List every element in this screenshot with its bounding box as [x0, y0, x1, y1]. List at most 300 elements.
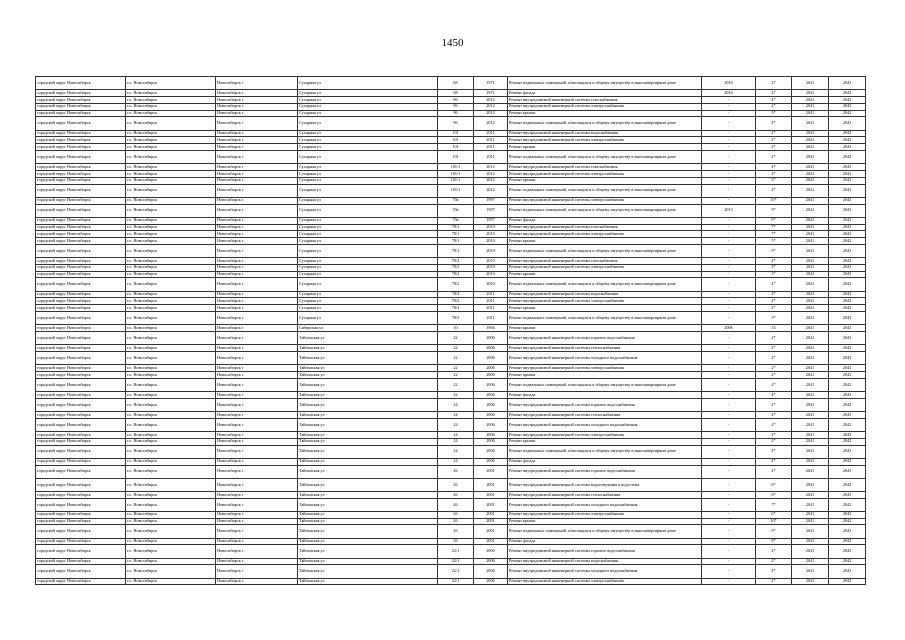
table-row [36, 431, 866, 438]
plan-end-cell: 2043 [829, 90, 866, 97]
work-type-cell: Ремонт подвальных помещений, относящихся к общему имуществу в многоквартирном доме [508, 278, 702, 291]
last-repair-year-cell: - [702, 352, 756, 365]
street-cell: Сухарная ул [298, 271, 438, 278]
city-cell: Новосибирск г [216, 538, 298, 545]
settlement-cell: г.о. Новосибирск [126, 365, 216, 372]
city-cell: Новосибирск г [216, 365, 298, 372]
build-year-cell: 2012 [474, 177, 508, 184]
plan-start-cell: 2041 [792, 345, 829, 352]
street-cell: Тайгинская ул [298, 438, 438, 445]
municipality-cell: городской округ Новосибирск [36, 144, 126, 151]
plan-end-cell: 2043 [829, 204, 866, 217]
city-cell: Новосибирск г [216, 305, 298, 312]
build-year-cell: 1997 [474, 217, 508, 224]
build-year-cell: 2006 [474, 365, 508, 372]
plan-start-cell: 2041 [792, 164, 829, 171]
city-cell: Новосибирск г [216, 378, 298, 391]
house-number-cell: 78/2 [438, 258, 474, 265]
street-cell: Тайгинская ул [298, 498, 438, 511]
municipality-cell: городской округ Новосибирск [36, 298, 126, 305]
municipality-cell: городской округ Новосибирск [36, 378, 126, 391]
plan-end-cell: 2043 [829, 177, 866, 184]
city-cell: Новосибирск г [216, 217, 298, 224]
table-row [36, 231, 866, 238]
city-cell: Новосибирск г [216, 332, 298, 345]
street-cell: Сибирская ул [298, 325, 438, 332]
plan-end-cell: 2043 [829, 164, 866, 171]
table-row [36, 264, 866, 271]
plan-end-cell: 2043 [829, 418, 866, 431]
build-year-cell: 2006 [474, 391, 508, 398]
build-year-cell: 2010 [474, 238, 508, 245]
plan-start-cell: 2041 [792, 411, 829, 418]
street-cell: Тайгинская ул [298, 431, 438, 438]
plan-start-cell: 2041 [792, 458, 829, 465]
settlement-cell: г.о. Новосибирск [126, 525, 216, 538]
wear-cell: 6* [756, 478, 792, 491]
plan-start-cell: 2041 [792, 278, 829, 291]
municipality-cell: городской округ Новосибирск [36, 558, 126, 565]
wear-cell: 4* [756, 96, 792, 103]
street-cell: Сухарная ул [298, 258, 438, 265]
table-row [36, 117, 866, 130]
last-repair-year-cell: - [702, 117, 756, 130]
settlement-cell: г.о. Новосибирск [126, 291, 216, 298]
table-row [36, 278, 866, 291]
settlement-cell: г.о. Новосибирск [126, 558, 216, 565]
last-repair-year-cell: - [702, 565, 756, 578]
plan-start-cell: 2041 [792, 525, 829, 538]
table-row [36, 177, 866, 184]
wear-cell: 5* [756, 238, 792, 245]
city-cell: Новосибирск г [216, 110, 298, 117]
settlement-cell: г.о. Новосибирск [126, 204, 216, 217]
work-type-cell: Ремонт крыши [508, 305, 702, 312]
settlement-cell: г.о. Новосибирск [126, 90, 216, 97]
last-repair-year-cell: - [702, 525, 756, 538]
wear-cell: 7* [756, 498, 792, 511]
municipality-cell: городской округ Новосибирск [36, 137, 126, 144]
last-repair-year-cell: - [702, 264, 756, 271]
settlement-cell: г.о. Новосибирск [126, 117, 216, 130]
table-row [36, 352, 866, 365]
build-year-cell: 2011 [474, 305, 508, 312]
plan-end-cell: 2043 [829, 465, 866, 478]
build-year-cell: 1971 [474, 90, 508, 97]
wear-cell: 3* [756, 271, 792, 278]
work-type-cell: Ремонт внутридомовой инженерной системы электроснабжения [508, 197, 702, 204]
plan-start-cell: 2041 [792, 144, 829, 151]
city-cell: Новосибирск г [216, 558, 298, 565]
wear-cell: 2* [756, 264, 792, 271]
build-year-cell: 2012 [474, 96, 508, 103]
city-cell: Новосибирск г [216, 325, 298, 332]
plan-end-cell: 2043 [829, 332, 866, 345]
house-number-cell: 78/3 [438, 298, 474, 305]
settlement-cell: г.о. Новосибирск [126, 398, 216, 411]
plan-end-cell: 2043 [829, 478, 866, 491]
city-cell: Новосибирск г [216, 77, 298, 90]
work-type-cell: Ремонт внутридомовой инженерной системы горячего водоснабжения [508, 465, 702, 478]
municipality-cell: городской округ Новосибирск [36, 130, 126, 137]
table-row [36, 491, 866, 498]
work-type-cell: Ремонт подвальных помещений, относящихся к общему имуществу в многоквартирном доме [508, 117, 702, 130]
build-year-cell: 2010 [474, 264, 508, 271]
build-year-cell: 2012 [474, 117, 508, 130]
table-row [36, 365, 866, 372]
table-row [36, 305, 866, 312]
last-repair-year-cell: - [702, 332, 756, 345]
city-cell: Новосибирск г [216, 352, 298, 365]
city-cell: Новосибирск г [216, 258, 298, 265]
settlement-cell: г.о. Новосибирск [126, 312, 216, 325]
house-number-cell: 78/1 [438, 224, 474, 231]
table-row [36, 445, 866, 458]
city-cell: Новосибирск г [216, 458, 298, 465]
house-number-cell: 26 [438, 491, 474, 498]
house-number-cell: 22 [438, 352, 474, 365]
plan-start-cell: 2041 [792, 96, 829, 103]
last-repair-year-cell: 2016 [702, 90, 756, 97]
city-cell: Новосибирск г [216, 498, 298, 511]
plan-start-cell: 2041 [792, 103, 829, 110]
street-cell: Тайгинская ул [298, 511, 438, 518]
table-row [36, 150, 866, 163]
wear-cell: 2* [756, 298, 792, 305]
work-type-cell: Ремонт внутридомовой инженерной системы водоотведения и водостока [508, 478, 702, 491]
wear-cell: 10* [756, 518, 792, 525]
municipality-cell: городской округ Новосибирск [36, 525, 126, 538]
municipality-cell: городской округ Новосибирск [36, 511, 126, 518]
build-year-cell: 2012 [474, 170, 508, 177]
municipality-cell: городской округ Новосибирск [36, 150, 126, 163]
municipality-cell: городской округ Новосибирск [36, 271, 126, 278]
last-repair-year-cell: - [702, 418, 756, 431]
municipality-cell: городской округ Новосибирск [36, 177, 126, 184]
build-year-cell: 2011 [474, 291, 508, 298]
street-cell: Сухарная ул [298, 312, 438, 325]
settlement-cell: г.о. Новосибирск [126, 110, 216, 117]
municipality-cell: городской округ Новосибирск [36, 478, 126, 491]
table-row [36, 538, 866, 545]
work-type-cell: Ремонт внутридомовой инженерной системы холодного водоснабжения [508, 565, 702, 578]
table-row [36, 137, 866, 144]
municipality-cell: городской округ Новосибирск [36, 325, 126, 332]
wear-cell: 4* [756, 164, 792, 171]
build-year-cell: 2010 [474, 244, 508, 257]
work-type-cell: Ремонт внутридомовой инженерной системы горячего водоснабжения [508, 545, 702, 558]
table-row [36, 345, 866, 352]
wear-cell: 27 [756, 77, 792, 90]
city-cell: Новосибирск г [216, 137, 298, 144]
work-type-cell: Ремонт внутридомовой инженерной системы теплоснабжения [508, 491, 702, 498]
table-row [36, 96, 866, 103]
municipality-cell: городской округ Новосибирск [36, 77, 126, 90]
street-cell: Сухарная ул [298, 137, 438, 144]
municipality-cell: городской округ Новосибирск [36, 224, 126, 231]
last-repair-year-cell: - [702, 465, 756, 478]
plan-end-cell: 2043 [829, 137, 866, 144]
house-number-cell: 26 [438, 511, 474, 518]
house-number-cell: 10 [438, 325, 474, 332]
street-cell: Сухарная ул [298, 96, 438, 103]
street-cell: Сухарная ул [298, 103, 438, 110]
table-body [36, 77, 866, 585]
city-cell: Новосибирск г [216, 398, 298, 411]
plan-end-cell: 2043 [829, 278, 866, 291]
municipality-cell: городской округ Новосибирск [36, 345, 126, 352]
plan-start-cell: 2041 [792, 90, 829, 97]
settlement-cell: г.о. Новосибирск [126, 258, 216, 265]
plan-start-cell: 2041 [792, 538, 829, 545]
street-cell: Тайгинская ул [298, 518, 438, 525]
plan-start-cell: 2041 [792, 264, 829, 271]
street-cell: Тайгинская ул [298, 525, 438, 538]
plan-end-cell: 2043 [829, 184, 866, 197]
settlement-cell: г.о. Новосибирск [126, 352, 216, 365]
work-type-cell: Ремонт внутридомовой инженерной системы теплоснабжения [508, 411, 702, 418]
work-type-cell: Ремонт подвальных помещений, относящихся к общему имуществу в многоквартирном доме [508, 445, 702, 458]
work-type-cell: Ремонт крыши [508, 177, 702, 184]
street-cell: Тайгинская ул [298, 445, 438, 458]
municipality-cell: городской округ Новосибирск [36, 164, 126, 171]
street-cell: Тайгинская ул [298, 391, 438, 398]
street-cell: Сухарная ул [298, 238, 438, 245]
build-year-cell: 2006 [474, 352, 508, 365]
wear-cell: 2* [756, 103, 792, 110]
plan-end-cell: 2043 [829, 445, 866, 458]
plan-end-cell: 2043 [829, 398, 866, 411]
house-number-cell: 24 [438, 445, 474, 458]
house-number-cell: 22/1 [438, 578, 474, 585]
street-cell: Сухарная ул [298, 110, 438, 117]
wear-cell: 2* [756, 117, 792, 130]
table-row [36, 291, 866, 298]
plan-start-cell: 2041 [792, 398, 829, 411]
house-number-cell: 24 [438, 431, 474, 438]
street-cell: Тайгинская ул [298, 372, 438, 379]
table-row [36, 418, 866, 431]
wear-cell: 2* [756, 332, 792, 345]
plan-end-cell: 2043 [829, 352, 866, 365]
settlement-cell: г.о. Новосибирск [126, 565, 216, 578]
settlement-cell: г.о. Новосибирск [126, 345, 216, 352]
plan-start-cell: 2041 [792, 352, 829, 365]
last-repair-year-cell: - [702, 184, 756, 197]
wear-cell: 2* [756, 565, 792, 578]
house-number-cell: 26 [438, 465, 474, 478]
last-repair-year-cell: - [702, 96, 756, 103]
work-type-cell: Ремонт фасада [508, 458, 702, 465]
build-year-cell: 2006 [474, 565, 508, 578]
plan-end-cell: 2043 [829, 565, 866, 578]
last-repair-year-cell: - [702, 545, 756, 558]
municipality-cell: городской округ Новосибирск [36, 291, 126, 298]
settlement-cell: г.о. Новосибирск [126, 177, 216, 184]
municipality-cell: городской округ Новосибирск [36, 103, 126, 110]
last-repair-year-cell: - [702, 498, 756, 511]
street-cell: Тайгинская ул [298, 418, 438, 431]
work-type-cell: Ремонт внутридомовой инженерной системы холодного водоснабжения [508, 352, 702, 365]
table-row [36, 465, 866, 478]
plan-start-cell: 2041 [792, 465, 829, 478]
plan-end-cell: 2043 [829, 312, 866, 325]
municipality-cell: городской округ Новосибирск [36, 491, 126, 498]
plan-start-cell: 2041 [792, 271, 829, 278]
settlement-cell: г.о. Новосибирск [126, 538, 216, 545]
build-year-cell: 2006 [474, 545, 508, 558]
settlement-cell: г.о. Новосибирск [126, 391, 216, 398]
plan-start-cell: 2041 [792, 305, 829, 312]
settlement-cell: г.о. Новосибирск [126, 458, 216, 465]
city-cell: Новосибирск г [216, 478, 298, 491]
build-year-cell: 2011 [474, 298, 508, 305]
house-number-cell: 22 [438, 332, 474, 345]
wear-cell: 2* [756, 558, 792, 565]
plan-start-cell: 2041 [792, 511, 829, 518]
wear-cell: 2* [756, 144, 792, 151]
table-row [36, 378, 866, 391]
plan-end-cell: 2043 [829, 291, 866, 298]
municipality-cell: городской округ Новосибирск [36, 418, 126, 431]
last-repair-year-cell: - [702, 177, 756, 184]
last-repair-year-cell: - [702, 378, 756, 391]
table-row [36, 184, 866, 197]
municipality-cell: городской округ Новосибирск [36, 445, 126, 458]
wear-cell: 6* [756, 491, 792, 498]
municipality-cell: городской округ Новосибирск [36, 332, 126, 345]
last-repair-year-cell: - [702, 411, 756, 418]
municipality-cell: городской округ Новосибирск [36, 465, 126, 478]
house-number-cell: 78/2 [438, 278, 474, 291]
build-year-cell: 2006 [474, 431, 508, 438]
house-number-cell: 78/3 [438, 305, 474, 312]
plan-start-cell: 2041 [792, 372, 829, 379]
house-number-cell: 26 [438, 498, 474, 511]
table-row [36, 312, 866, 325]
plan-start-cell: 2041 [792, 332, 829, 345]
last-repair-year-cell: - [702, 345, 756, 352]
street-cell: Сухарная ул [298, 217, 438, 224]
last-repair-year-cell: - [702, 244, 756, 257]
wear-cell: 2* [756, 305, 792, 312]
wear-cell: 9* [756, 525, 792, 538]
municipality-cell: городской округ Новосибирск [36, 431, 126, 438]
table-row [36, 398, 866, 411]
municipality-cell: городской округ Новосибирск [36, 352, 126, 365]
street-cell: Сухарная ул [298, 144, 438, 151]
plan-start-cell: 2041 [792, 545, 829, 558]
street-cell: Сухарная ул [298, 244, 438, 257]
work-type-cell: Ремонт подвальных помещений, относящихся к общему имуществу в многоквартирном доме [508, 204, 702, 217]
table-row [36, 518, 866, 525]
wear-cell: 2* [756, 258, 792, 265]
city-cell: Новосибирск г [216, 204, 298, 217]
plan-start-cell: 2041 [792, 312, 829, 325]
plan-end-cell: 2043 [829, 458, 866, 465]
city-cell: Новосибирск г [216, 438, 298, 445]
work-type-cell: Ремонт крыши [508, 271, 702, 278]
plan-end-cell: 2043 [829, 271, 866, 278]
work-type-cell: Ремонт крыши [508, 438, 702, 445]
street-cell: Тайгинская ул [298, 545, 438, 558]
table-row [36, 238, 866, 245]
plan-end-cell: 2043 [829, 224, 866, 231]
wear-cell: 2* [756, 150, 792, 163]
municipality-cell: городской округ Новосибирск [36, 258, 126, 265]
plan-start-cell: 2041 [792, 117, 829, 130]
build-year-cell: 1997 [474, 204, 508, 217]
table-row [36, 170, 866, 177]
city-cell: Новосибирск г [216, 278, 298, 291]
table-row [36, 565, 866, 578]
settlement-cell: г.о. Новосибирск [126, 137, 216, 144]
house-number-cell: 96 [438, 103, 474, 110]
plan-end-cell: 2043 [829, 325, 866, 332]
house-number-cell: 78/1 [438, 244, 474, 257]
house-number-cell: 22 [438, 345, 474, 352]
municipality-cell: городской округ Новосибирск [36, 518, 126, 525]
table-row [36, 438, 866, 445]
settlement-cell: г.о. Новосибирск [126, 378, 216, 391]
plan-end-cell: 2043 [829, 264, 866, 271]
street-cell: Тайгинская ул [298, 458, 438, 465]
municipality-cell: городской округ Новосибирск [36, 398, 126, 411]
plan-start-cell: 2041 [792, 565, 829, 578]
municipality-cell: городской округ Новосибирск [36, 411, 126, 418]
last-repair-year-cell: - [702, 217, 756, 224]
house-number-cell: 26 [438, 518, 474, 525]
plan-end-cell: 2043 [829, 431, 866, 438]
build-year-cell: 1997 [474, 197, 508, 204]
street-cell: Сухарная ул [298, 204, 438, 217]
last-repair-year-cell: - [702, 511, 756, 518]
city-cell: Новосибирск г [216, 117, 298, 130]
table-row [36, 498, 866, 511]
last-repair-year-cell: - [702, 103, 756, 110]
plan-end-cell: 2043 [829, 391, 866, 398]
build-year-cell: 1966 [474, 325, 508, 332]
repair-schedule-table [35, 76, 866, 585]
plan-end-cell: 2043 [829, 77, 866, 90]
build-year-cell: 2006 [474, 345, 508, 352]
work-type-cell: Ремонт внутридомовой инженерной системы электроснабжения [508, 231, 702, 238]
municipality-cell: городской округ Новосибирск [36, 231, 126, 238]
street-cell: Сухарная ул [298, 197, 438, 204]
work-type-cell: Ремонт крыши [508, 144, 702, 151]
build-year-cell: 2001 [474, 478, 508, 491]
table-row [36, 372, 866, 379]
house-number-cell: 101 [438, 150, 474, 163]
settlement-cell: г.о. Новосибирск [126, 96, 216, 103]
table-row [36, 478, 866, 491]
plan-start-cell: 2041 [792, 217, 829, 224]
last-repair-year-cell: - [702, 312, 756, 325]
last-repair-year-cell: - [702, 458, 756, 465]
plan-end-cell: 2043 [829, 298, 866, 305]
street-cell: Тайгинская ул [298, 491, 438, 498]
city-cell: Новосибирск г [216, 565, 298, 578]
street-cell: Сухарная ул [298, 77, 438, 90]
wear-cell: 2* [756, 170, 792, 177]
city-cell: Новосибирск г [216, 184, 298, 197]
plan-start-cell: 2041 [792, 445, 829, 458]
plan-start-cell: 2041 [792, 170, 829, 177]
work-type-cell: Ремонт подвальных помещений, относящихся к общему имуществу в многоквартирном доме [508, 77, 702, 90]
settlement-cell: г.о. Новосибирск [126, 231, 216, 238]
municipality-cell: городской округ Новосибирск [36, 565, 126, 578]
last-repair-year-cell: - [702, 291, 756, 298]
